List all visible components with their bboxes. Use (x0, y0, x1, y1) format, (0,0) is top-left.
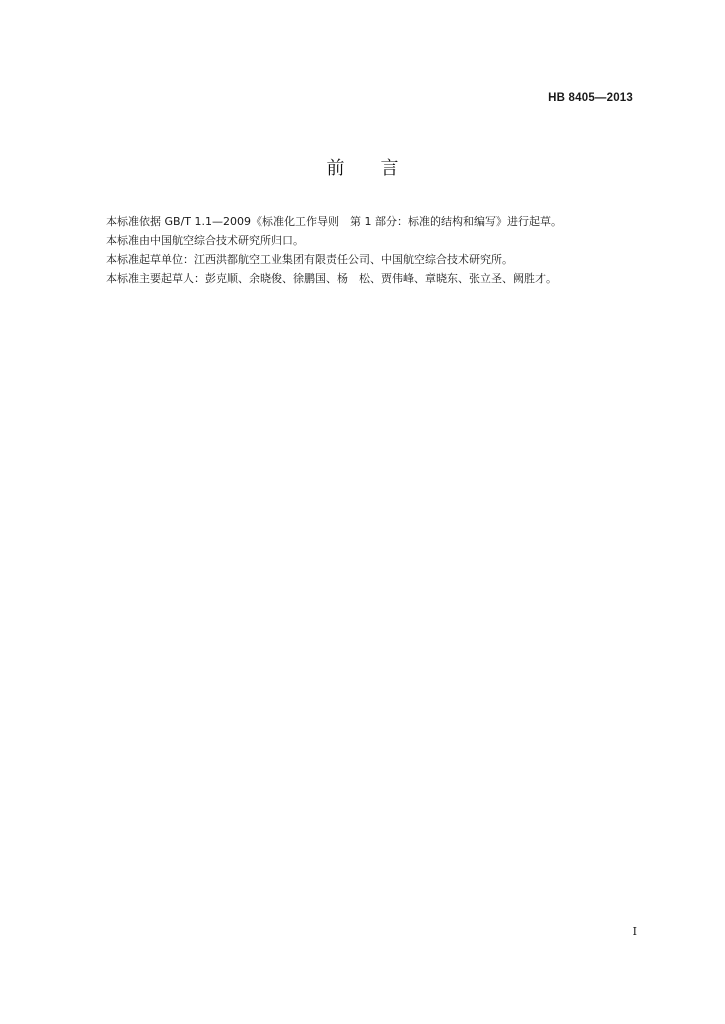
paragraph-drafting-units: 本标准起草单位：江西洪都航空工业集团有限责任公司、中国航空综合技术研究所。 (106, 253, 513, 266)
paragraph-drafting-basis: 本标准依据 GB/T 1.1—2009《标准化工作导则 第 1 部分：标准的结构和编写》进行起草。 (106, 215, 562, 228)
page-number: I (632, 925, 637, 938)
paragraph-responsible-body: 本标准由中国航空综合技术研究所归口。 (106, 234, 304, 247)
document-number: HB 8405—2013 (548, 92, 633, 104)
paragraph-main-drafters: 本标准主要起草人：彭克顺、余晓俊、徐鹏国、杨 松、贾伟峰、章晓东、张立圣、阙胜才。 (106, 272, 557, 285)
page-title: 前言 (326, 158, 435, 179)
foreword-body (106, 212, 646, 288)
